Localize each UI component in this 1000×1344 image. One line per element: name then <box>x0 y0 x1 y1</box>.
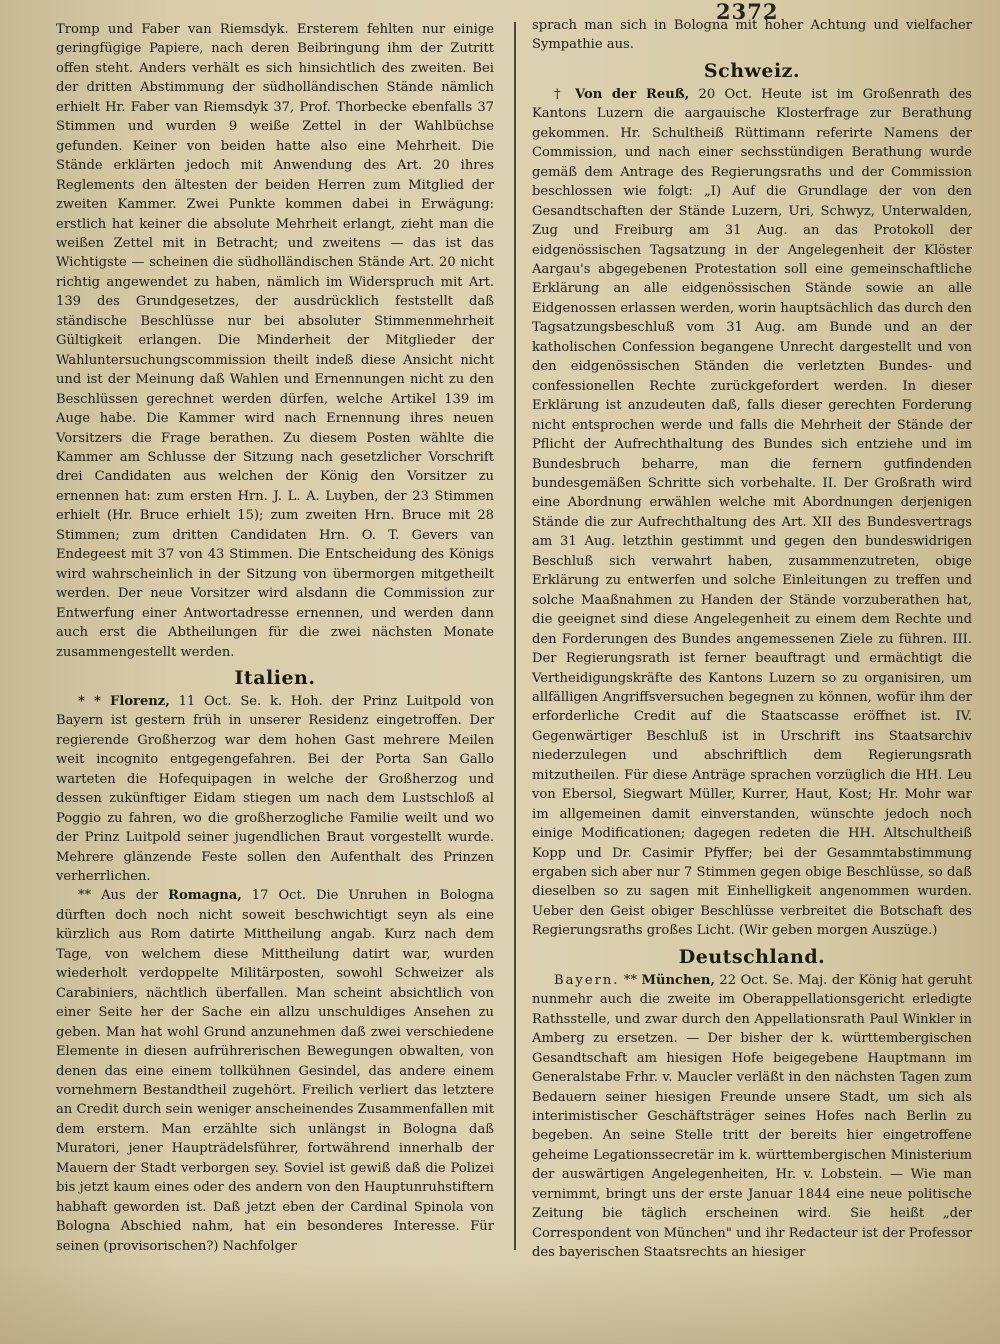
reuss-prefix: † <box>554 86 575 102</box>
romagna-prefix: ** Aus der <box>78 888 169 904</box>
column-divider <box>514 22 516 1250</box>
dateline-reuss: Von der Reuß, <box>575 86 690 102</box>
article-romagna-continuation: sprach man sich in Bologna mit hoher Achtung und vielfacher Sympathie aus. <box>532 18 972 53</box>
article-romagna <box>56 886 494 1256</box>
section-heading-italien: Italien. <box>234 666 316 689</box>
dateline-muenchen: München, <box>641 972 715 988</box>
section-heading-deutschland: Deutschland. <box>678 945 826 968</box>
article-romagna-text: 17 Oct. Die Unruhen in Bologna dürften doch noch nicht soweit beschwichtigt seyn als eine kürzlich aus Rom datirte Mittheilung angab. Kurz nach dem Tage, von welchem diese Mittheilung datirt war, wurden wiederholt verdoppelte Militärposten, sowohl Schweizer als Carabiniers, nächtlich überfallen. Man scheint absichtlich von einer Seite her der Sache ein allzu unschuldiges Ansehen zu geben. Man hat wohl Grund anzunehmen daß zwei verschiedene Elemente in diesen aufrührerischen Bewegungen obwalten, von denen das eine einem tollkühnen Gesindel, das andere einem vornehmern Bestandtheil zugehört. Freilich verliert das letztere an Credit durch sein weniger anscheinendes Zusammenfallen mit dem erstern. Man erzählte sich unlängst in Bologna daß Muratori, jener Haupträdelsführer, fortwährend innerhalb der Mauern der Stadt verborgen sey. Soviel ist gewiß daß die Polizei bis jetzt kaum eines oder des andern von den Hauptunruhstiftern habhaft geworden ist. Daß jetzt eben der Cardinal Spinola von Bologna Abschied nahm, hat ein besonderes Interesse. Für seinen (provisorischen?) Nachfolger <box>56 888 494 1254</box>
muenchen-prefix: ** <box>619 972 642 988</box>
page-bottom-shade <box>0 1262 1000 1344</box>
article-reuss-text: 20 Oct. Heute ist im Großenrath des Kantons Luzern die aargauische Klosterfrage zur Berathung gekommen. Hr. Schultheiß Rüttimann referirte Namens der Commission, und nach einer sechsstündigen Berathung wurde gemäß dem Antrage des Regierungsraths und der Commission beschlossen wie folgt: „I) Auf die Grundlage der von den Gesandtschaften der Stände Luzern, Uri, Schwyz, Unterwalden, Zug und Freiburg am 31 Aug. an das Protokoll der eidgenössischen Tagsatzung in der Angelegenheit der Klöster Aargau's abgegebenen Protestation soll eine gemeinschaftliche Erklärung an alle eidgenössischen Stände sowie an alle Eidgenossen erlassen werden, worin hauptsächlich das durch den Tagsatzungsbeschluß vom 31 Aug. am Bunde und an der katholischen Confession begangene Unrecht dargestellt und von den eidgenössischen Ständen die verletzten Bundes- und confessionellen Rechte zurückgefordert werden. In dieser Erklärung ist anzudeuten daß, falls dieser gerechten Forderung nicht entsprochen werde und falls die Mehrheit der Stände der Pflicht der Aufrechthaltung des Bundes sich entziehe und im Bundesbruch beharre, man die fernern gutfindenden bundesgemäßen Schritte sich vorbehalte. II. Der Großrath wird eine Abordnung erwählen welche mit Abordnungen derjenigen Stände die zur Aufrechthaltung des Art. XII des Bundesvertrags am 31 Aug. letzthin gestimmt und gegen den bundeswidrigen Beschluß sich verwahrt haben, zusammenzutreten, obige Erklärung zu entwerfen und solche Einleitungen zu treffen und solche Maaßnahmen zu Handen der Stände vorzuberathen hat, die geeignet sind diese Angelegenheit zu einem dem Rechte und den Forderungen des Bundes angemessenen Ziele zu führen. III. Der Regierungsrath ist ferner beauftragt und ermächtigt die Vertheidigungskräfte des Kantons Luzern so zu organisiren, um allfälligen Angriffsversuchen begegnen zu können, wofür ihm der erforderliche Credit auf die Staatscasse eröffnet ist. IV. Gegenwärtiger Beschluß ist in Urschrift ins Staatsarchiv niederzulegen und abschriftlich dem Regierungsrath mitzutheilen. Für diese Anträge sprachen vorzüglich die HH. Leu von Ebersol, Siegwart Müller, Kurrer, Haut, Kost; Hr. Mohr war im allgemeinen damit einverstanden, wünschte jedoch noch einige Modificationen; dagegen redeten die HH. Altschultheiß Kopp und Dr. Casimir Pfyffer; bei der Gesammtabstimmung ergaben sich aber nur 7 Stimmen gegen obige Beschlüsse, so daß dieselben so zu sagen mit Einhelligkeit angenommen wurden. Ueber den Geist obiger Beschlüsse verbreitet die Botschaft des Regierungsraths großes Licht. (Wir geben morgen Auszüge.) <box>532 86 973 939</box>
article-florenz-text: 11 Oct. Se. k. Hoh. der Prinz Luitpold von Bayern ist gestern früh in unserer Residenz eingetroffen. Der regierende Großherzog war dem hohen Gast mehrere Meilen weit incognito entgegengefahren. Bei der Porta San Gallo warteten die Hofequipagen in welche der Großherzog und dessen zukünftiger Eidam stiegen um nach dem Lustschloß al Poggio zu fahren, wo die großherzogliche Familie weilt und wo der Prinz Luitpold seiner jugendlichen Braut vorgestellt wurde. Mehrere glänzende Feste sollen den Aufenthalt des Prinzen verherrlichen. <box>56 693 495 885</box>
article-muenchen <box>532 971 972 1263</box>
dateline-florenz: * * Florenz, <box>78 693 170 709</box>
section-heading-schweiz: Schweiz. <box>703 59 801 82</box>
dateline-romagna: Romagna, <box>168 888 242 904</box>
right-column <box>532 16 972 1263</box>
region-bayern: Bayern. <box>554 972 620 988</box>
page-number: 2372 <box>716 0 779 24</box>
left-column <box>56 20 494 1256</box>
article-muenchen-text: 22 Oct. Se. Maj. der König hat geruht nunmehr auch die zweite im Oberappellationsgericht erledigte Rathsstelle, und zwar durch den Appellationsrath Paul Winkler in Amberg zu ersetzen. — Der bisher der k. württembergischen Gesandtschaft am hiesigen Hofe beigegebene Hauptmann im Generalstabe Frhr. v. Maucler verläßt in den nächsten Tagen zum Bedauern seiner hiesigen Freunde unsere Stadt, um sich als interimistischer Geschäftsträger seines Hofes nach Berlin zu begeben. An seine Stelle tritt der bereits hier eingetroffene geheime Legationssecretär im k. württembergischen Ministerium der auswärtigen Angelegenheiten, Hr. v. Lobstein. — Wie man vernimmt, bringt uns der erste Januar 1844 eine neue politische Zeitung bie täglich erscheinen wird. Sie heißt „der Correspondent von München" und ihr Redacteur ist der Professor des bayerischen Staatsrechts an hiesiger <box>532 972 972 1261</box>
article-reuss <box>532 85 972 941</box>
article-florenz <box>56 692 494 887</box>
article-netherlands-continuation: Tromp und Faber van Riemsdyk. Ersterem fehlten nur einige geringfügige Papiere, nach deren Beibringung ihm der Zutritt offen steht. Anders verhält es sich hinsichtlich des zweiten. Bei der dritten Abstimmung der südholländischen Stände nämlich erhielt Hr. Faber van Riemsdyk 37, Prof. Thorbecke ebenfalls 37 Stimmen und wurden 9 weiße Zettel in der Wahlbüchse gefunden. Keiner von beiden hatte also eine Mehrheit. Die Stände erklärten jedoch mit Anwendung des Art. 20 ihres Reglements den ältesten der beiden Herren zum Mitglied der zweiten Kammer. Zwei Punkte kommen dabei in Erwägung: erstlich hat keiner die absolute Mehrheit erlangt, zieht man die weißen Zettel mit in Betracht; und zweitens — das ist das Wichtigste — scheinen die südholländischen Stände Art. 20 nicht richtig angewendet zu haben, nämlich im Widerspruch mit Art. 139 des Grundgesetzes, der ausdrücklich feststellt daß ständische Beschlüsse nur bei absoluter Stimmenmehrheit Gültigkeit erlangen. Die Minderheit der Mitglieder der Wahluntersuchungscommission theilt indeß diese Ansicht nicht und ist der Meinung daß Wahlen und Ernennungen nicht zu den Beschlüssen gerechnet werden dürfen, welche Artikel 139 im Auge habe. Die Kammer wird nach Ernennung ihres neuen Vorsitzers die Frage berathen. Zu diesem Posten wählte die Kammer am Schlusse der Sitzung nach gesetzlicher Vorschrift drei Candidaten aus welchen der König den Vorsitzer zu ernennen hat: zum ersten Hrn. J. L. A. Luyben, der 23 Stimmen erhielt (Hr. Bruce erhielt 15); zum zweiten Hrn. Bruce mit 28 Stimmen; zum dritten Candidaten Hrn. O. T. Gevers van Endegeest mit 37 von 43 Stimmen. Die Entscheidung des Königs wird wahrscheinlich in der Sitzung von übermorgen mitgetheilt werden. Der neue Vorsitzer wird alsdann die Commission zur Entwerfung einer Antwortadresse ernennen, und werden dann auch erst die Abtheilungen für die zwei nächsten Monate zusammengestellt werden. <box>56 22 494 660</box>
